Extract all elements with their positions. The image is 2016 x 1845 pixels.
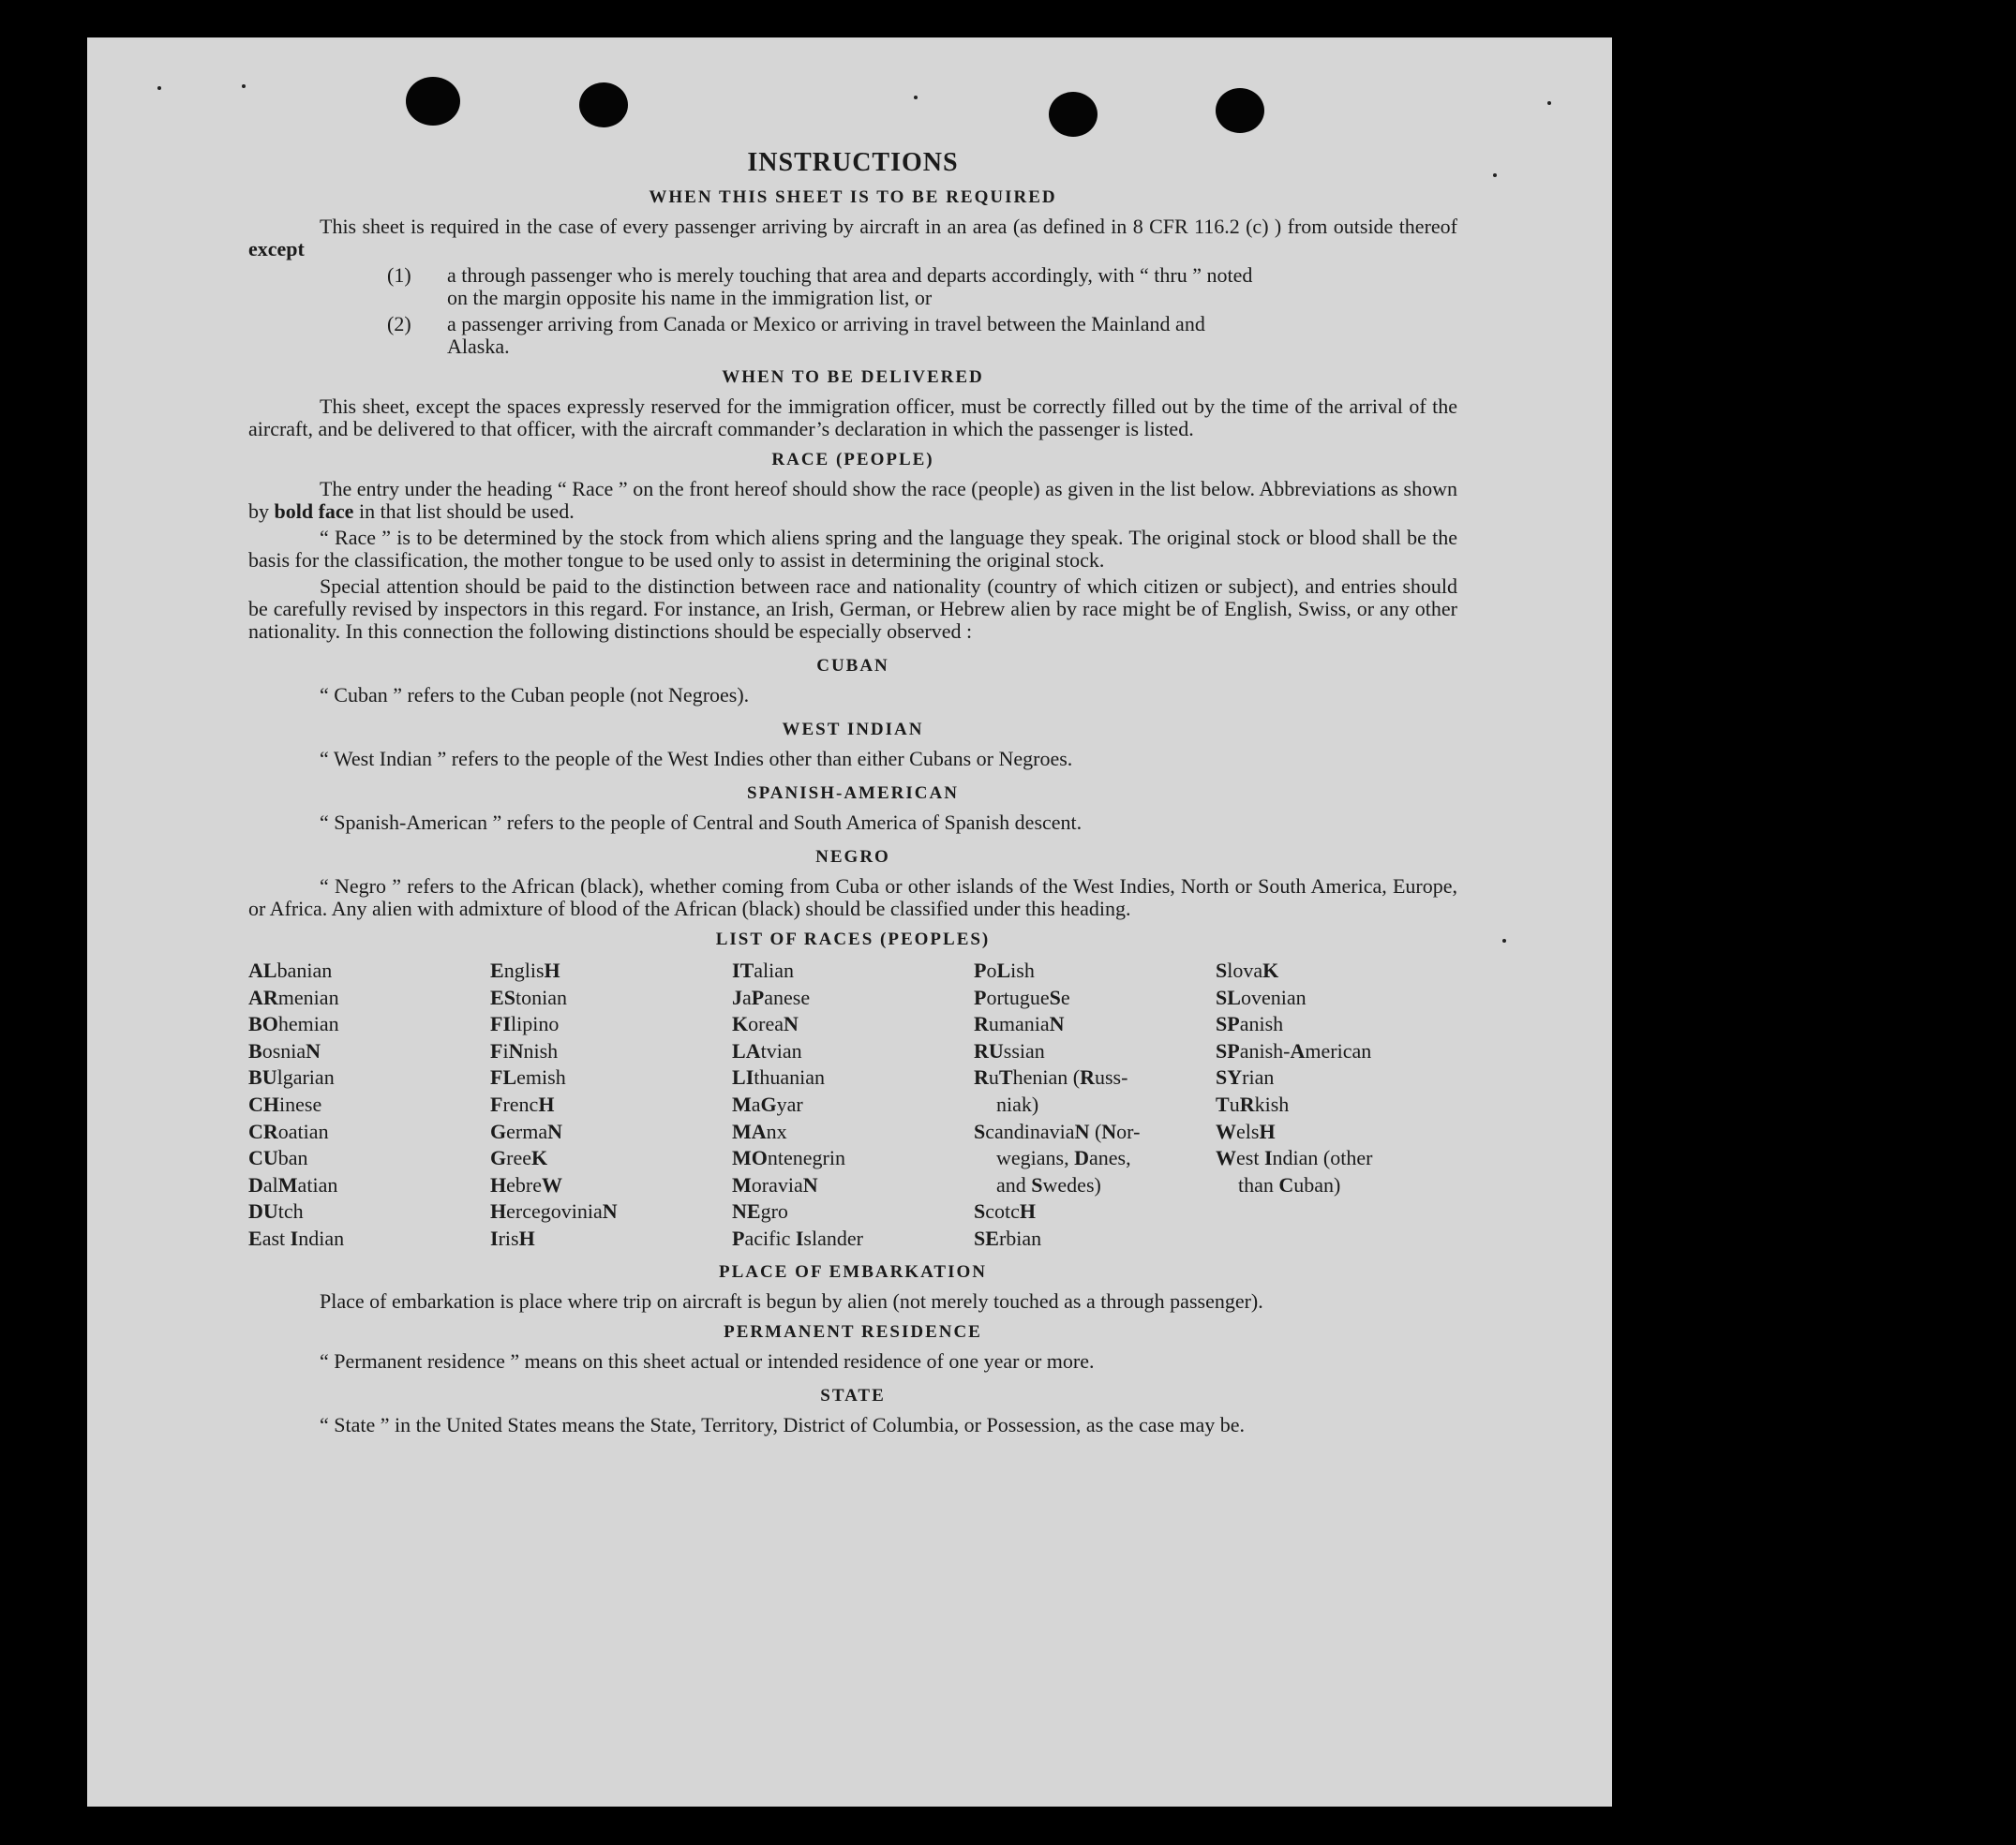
race-entry: FiNnish: [490, 1038, 559, 1063]
race-p1-prefix: The entry under the heading “ Race ” on the front hereof should show the race (people) as given in the list below. Abbreviations as shown by: [248, 477, 1457, 523]
race-entry: DalMatian: [248, 1172, 338, 1197]
race-entry: PoLish: [974, 959, 1035, 982]
race-entry: HebreW: [490, 1172, 562, 1197]
heading-delivered: WHEN TO BE DELIVERED: [722, 367, 984, 387]
punch-hole: [579, 82, 628, 127]
race-entry: CUban: [248, 1146, 308, 1170]
race-entry: SPanish: [1216, 1012, 1284, 1036]
residence-text: “ Permanent residence ” means on this sheet actual or intended residence of one year or more.: [320, 1348, 1095, 1373]
race-entry: GermaN: [490, 1119, 562, 1143]
speck: [1547, 101, 1551, 105]
spanish-american-text: “ Spanish-American ” refers to the people of Central and South America of Spanish descent.: [320, 811, 1083, 834]
race-entry: RuThenian (Russ-: [974, 1065, 1128, 1090]
negro-text: “ Negro ” refers to the African (black), whether coming from Cuba or other islands of the West Indies, North or South America, Europe, or Africa. Any alien with admixture of blood of the African (black) should be classified under this heading.: [248, 874, 1457, 920]
instructions-content: [248, 148, 1457, 1440]
race-entry: BOhemian: [248, 1012, 339, 1036]
speck: [1502, 939, 1506, 943]
race-entry: PortugueSe: [974, 985, 1070, 1009]
cuban-text: “ Cuban ” refers to the Cuban people (not Negroes).: [320, 683, 750, 707]
race-entry: NEgro: [732, 1199, 788, 1224]
race-entry: SLovenian: [1216, 985, 1307, 1009]
race-entry: LAtvian: [732, 1038, 802, 1063]
race-entry: CHinese: [248, 1092, 322, 1116]
races-column: [490, 958, 732, 1253]
race-entry: EStonian: [490, 985, 567, 1009]
state-text: “ State ” in the United States means the State, Territory, District of Columbia, or Possession, as the case may be.: [320, 1412, 1246, 1436]
races-column: [1216, 958, 1457, 1253]
race-entry: ScandinaviaN (Nor-: [974, 1119, 1141, 1143]
heading-negro: NEGRO: [815, 847, 890, 867]
race-entry: SErbian: [974, 1226, 1042, 1250]
race-entry: ALbanian: [248, 959, 333, 982]
race-entry: BUlgarian: [248, 1065, 335, 1090]
required-intro-bold: except: [248, 237, 305, 260]
punch-hole: [1049, 92, 1098, 137]
race-entry: FIlipino: [490, 1012, 560, 1036]
race-entry: IrisH: [490, 1226, 535, 1250]
exception-item-2: [248, 313, 1457, 358]
item-line: a passenger arriving from Canada or Mexico or arriving in travel between the Mainland and: [447, 312, 1205, 335]
race-entry: and Swedes): [996, 1172, 1101, 1197]
punch-hole: [406, 77, 460, 126]
race-entry: RumaniaN: [974, 1012, 1065, 1036]
races-list: [248, 958, 1457, 1253]
race-entry: KoreaN: [732, 1012, 799, 1036]
exception-item-1: [248, 264, 1457, 309]
race-entry: MAnx: [732, 1119, 787, 1143]
west-indian-text: “ West Indian ” refers to the people of the West Indies other than either Cubans or Negroes.: [320, 747, 1073, 770]
race-entry: LIthuanian: [732, 1065, 826, 1090]
race-entry: WelsH: [1216, 1119, 1276, 1143]
race-paragraph-1: [248, 478, 1457, 523]
race-entry: RUssian: [974, 1038, 1045, 1063]
race-p1-suffix: in that list should be used.: [358, 499, 575, 523]
race-entry: SYrian: [1216, 1065, 1275, 1090]
speck: [1493, 173, 1497, 177]
speck: [914, 96, 918, 99]
race-entry: SPanish-American: [1216, 1038, 1372, 1063]
race-p1-bold: bold face: [274, 499, 354, 523]
race-entry: GreeK: [490, 1146, 548, 1170]
race-entry: MaGyar: [732, 1092, 803, 1116]
speck: [157, 86, 161, 90]
races-column: [974, 958, 1216, 1253]
heading-cuban: CUBAN: [816, 656, 889, 676]
race-entry: than Cuban): [1238, 1172, 1341, 1197]
race-entry: FLemish: [490, 1065, 566, 1090]
race-entry: SlovaK: [1216, 959, 1279, 982]
race-entry: BosniaN: [248, 1038, 321, 1063]
race-entry: Pacific Islander: [732, 1226, 863, 1250]
race-paragraph-2: “ Race ” is to be determined by the stock from which aliens spring and the language they speak. The original stock or blood shall be the basis for the classification, the mother tongue to be used only to assist in determining the original stock.: [248, 526, 1457, 572]
page-title: INSTRUCTIONS: [747, 148, 959, 177]
item-number: (2): [387, 312, 411, 335]
race-entry: FrencH: [490, 1092, 555, 1116]
delivered-text: This sheet, except the spaces expressly reserved for the immigration officer, must be correctly filled out by the time of the arrival of the aircraft, and be delivered to that officer, with the aircraft commander’s declaration in which the passenger is listed.: [248, 394, 1457, 440]
heading-spanish-american: SPANISH-AMERICAN: [747, 783, 959, 803]
item-line: Alaska.: [447, 335, 510, 358]
speck: [242, 84, 246, 88]
race-entry: DUtch: [248, 1199, 304, 1224]
heading-west-indian: WEST INDIAN: [782, 720, 924, 739]
item-line: on the margin opposite his name in the immigration list, or: [447, 286, 933, 309]
race-entry: ScotcH: [974, 1199, 1037, 1224]
heading-race: RACE (PEOPLE): [771, 450, 934, 469]
heading-embarkation: PLACE OF EMBARKATION: [719, 1261, 987, 1282]
required-intro-text: This sheet is required in the case of every passenger arriving by aircraft in an area (as defined in 8 CFR 116.2 (c) ) from outside thereof: [320, 215, 1457, 238]
item-number: (1): [387, 263, 411, 287]
document-sheet: [87, 37, 1612, 1807]
race-entry: MOntenegrin: [732, 1146, 845, 1170]
race-entry: East Indian: [248, 1226, 345, 1250]
race-entry: West Indian (other: [1216, 1146, 1373, 1170]
race-entry: ARmenian: [248, 985, 339, 1009]
heading-residence: PERMANENT RESIDENCE: [724, 1321, 982, 1342]
heading-required: WHEN THIS SHEET IS TO BE REQUIRED: [649, 187, 1057, 207]
race-entry: TuRkish: [1216, 1092, 1290, 1116]
race-entry: HercegoviniaN: [490, 1199, 618, 1224]
race-entry: EnglisH: [490, 959, 560, 982]
punch-hole: [1216, 88, 1264, 133]
races-column: [732, 958, 974, 1253]
race-paragraph-3: Special attention should be paid to the distinction between race and nationality (country of which citizen or subject), and entries should be carefully revised by inspectors in this regard. For instance, an Irish, German, or Hebrew alien by race might be of English, Swiss, or any other nationality. In this connection the following distinctions should be especially observed :: [248, 574, 1457, 643]
embarkation-text: Place of embarkation is place where trip on aircraft is begun by alien (not merely touched as a through passenger).: [320, 1288, 1263, 1313]
race-entry: JaPanese: [732, 985, 811, 1009]
heading-state: STATE: [820, 1385, 886, 1406]
races-column: [248, 958, 490, 1253]
item-line: a through passenger who is merely touching that area and departs accordingly, with “ thru ” noted: [447, 263, 1253, 287]
race-entry: ITalian: [732, 959, 795, 982]
race-entry: CRoatian: [248, 1119, 329, 1143]
heading-list-of-races: LIST OF RACES (PEOPLES): [715, 930, 991, 949]
race-entry: niak): [996, 1092, 1039, 1116]
race-entry: wegians, Danes,: [996, 1146, 1131, 1170]
race-entry: MoraviaN: [732, 1172, 818, 1197]
required-intro: [248, 216, 1457, 260]
